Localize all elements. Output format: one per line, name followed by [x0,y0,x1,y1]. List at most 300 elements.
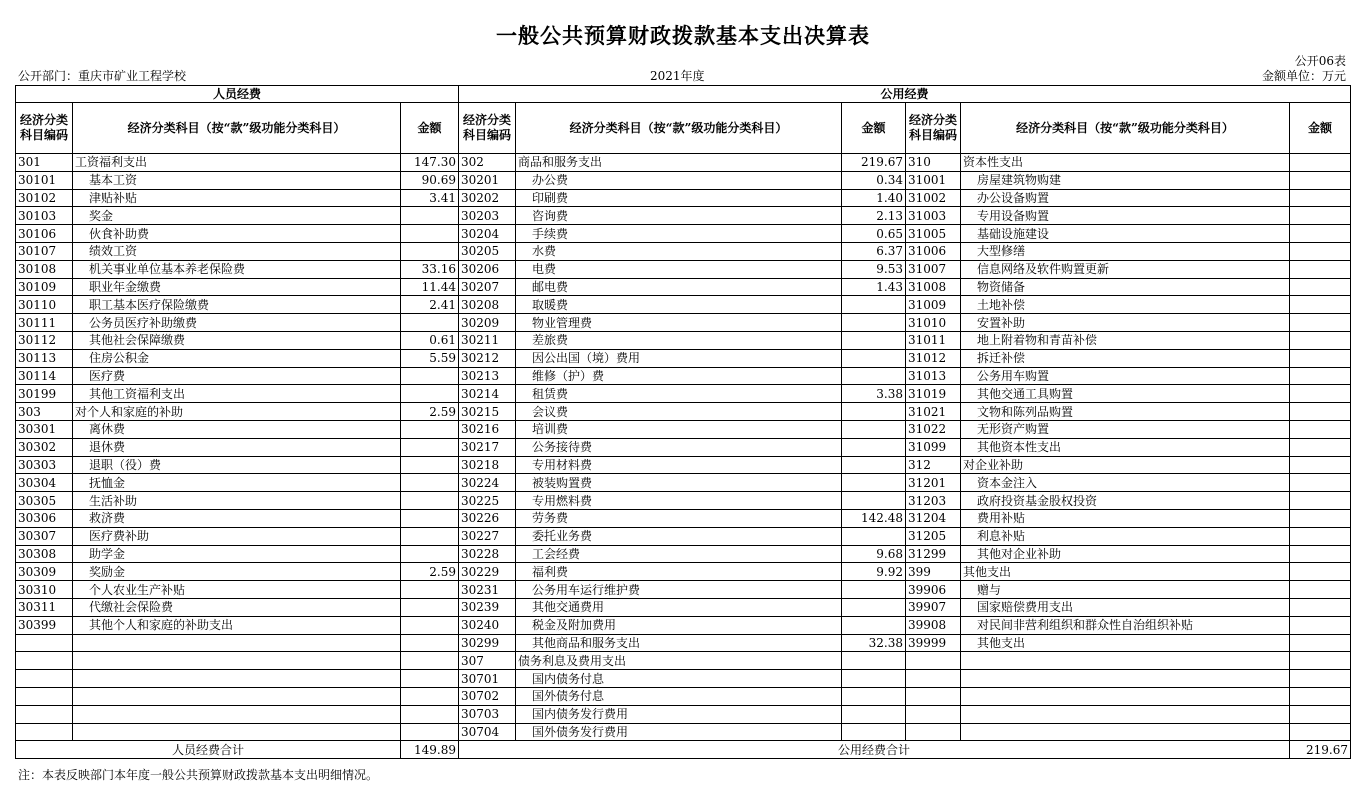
cell-code: 30304 [16,474,73,492]
cell-amount [401,438,459,456]
cell-name: 债务利息及费用支出 [516,652,842,670]
cell-name: 公务用车运行维护费 [516,581,842,599]
cell-name [73,670,401,688]
cell-code: 30209 [459,314,516,332]
cell-amount [842,598,906,616]
cell-code: 30310 [16,581,73,599]
cell-code: 30303 [16,456,73,474]
cell-name [73,634,401,652]
cell-amount [1290,581,1351,599]
cell-name: 专用设备购置 [961,207,1290,225]
cell-name [961,705,1290,723]
cell-name: 离休费 [73,420,401,438]
table-row [16,527,1351,545]
table-row [16,385,1351,403]
cell-amount [1290,652,1351,670]
col-header-amount: 金额 [1290,103,1351,154]
cell-name: 差旅费 [516,331,842,349]
cell-code [906,723,961,741]
cell-amount: 0.61 [401,331,459,349]
column-header-row [16,103,1351,154]
cell-code: 30211 [459,331,516,349]
cell-name: 伙食补助费 [73,225,401,243]
cell-amount: 2.41 [401,296,459,314]
cell-amount [842,652,906,670]
cell-code: 30106 [16,225,73,243]
cell-amount [401,492,459,510]
cell-name: 手续费 [516,225,842,243]
cell-name: 福利费 [516,563,842,581]
cell-code: 30203 [459,207,516,225]
cell-name: 国外债务付息 [516,687,842,705]
cell-name: 国外债务发行费用 [516,723,842,741]
cell-name: 代缴社会保险费 [73,598,401,616]
table-row [16,420,1351,438]
table-row [16,296,1351,314]
table-row [16,225,1351,243]
cell-amount [401,527,459,545]
cell-code: 30703 [459,705,516,723]
table-row [16,456,1351,474]
cell-name: 资本金注入 [961,474,1290,492]
cell-amount [842,670,906,688]
cell-name: 基本工资 [73,171,401,189]
col-header-code: 经济分类科目编码 [459,103,516,154]
cell-code: 31003 [906,207,961,225]
cell-name: 助学金 [73,545,401,563]
meta-row [18,67,1346,83]
table-row [16,278,1351,296]
cell-code: 30208 [459,296,516,314]
cell-code: 30240 [459,616,516,634]
cell-amount [401,581,459,599]
cell-code: 30239 [459,598,516,616]
cell-amount [401,420,459,438]
cell-amount [842,723,906,741]
cell-name: 医疗费 [73,367,401,385]
cell-code: 30199 [16,385,73,403]
cell-name: 土地补偿 [961,296,1290,314]
cell-amount [842,474,906,492]
cell-amount [1290,331,1351,349]
cell-amount [1290,598,1351,616]
public-group-header: 公用经费 [459,86,1351,103]
cell-amount [401,367,459,385]
cell-code: 30204 [459,225,516,243]
cell-code [906,652,961,670]
cell-amount [1290,509,1351,527]
cell-name: 物资储备 [961,278,1290,296]
cell-code: 30201 [459,171,516,189]
cell-amount [401,225,459,243]
cell-amount [1290,687,1351,705]
cell-amount [401,634,459,652]
cell-name: 工会经费 [516,545,842,563]
cell-code: 30218 [459,456,516,474]
cell-name: 其他对企业补助 [961,545,1290,563]
cell-code: 30702 [459,687,516,705]
cell-name: 商品和服务支出 [516,154,842,172]
cell-code [16,687,73,705]
cell-code: 39999 [906,634,961,652]
cell-name: 资本性支出 [961,154,1290,172]
cell-amount [401,385,459,403]
cell-amount: 33.16 [401,260,459,278]
cell-code: 31011 [906,331,961,349]
cell-code: 30216 [459,420,516,438]
cell-amount [1290,616,1351,634]
cell-code [16,723,73,741]
cell-code: 30704 [459,723,516,741]
cell-amount [842,492,906,510]
cell-name: 对个人和家庭的补助 [73,403,401,421]
cell-code: 30299 [459,634,516,652]
cell-name: 办公费 [516,171,842,189]
cell-amount [1290,492,1351,510]
form-number: 公开06表 [1294,54,1346,68]
cell-amount [1290,385,1351,403]
cell-amount [401,652,459,670]
cell-amount [842,420,906,438]
cell-amount [401,723,459,741]
cell-name: 个人农业生产补贴 [73,581,401,599]
cell-amount [1290,278,1351,296]
cell-code [16,634,73,652]
cell-name: 文物和陈列品购置 [961,403,1290,421]
cell-amount: 1.43 [842,278,906,296]
cell-name: 咨询费 [516,207,842,225]
cell-name: 国内债务发行费用 [516,705,842,723]
cell-code: 30226 [459,509,516,527]
cell-code: 30108 [16,260,73,278]
cell-amount: 147.30 [401,154,459,172]
table-row [16,705,1351,723]
cell-amount: 1.40 [842,189,906,207]
cell-amount: 0.65 [842,225,906,243]
cell-amount [842,687,906,705]
cell-code: 30103 [16,207,73,225]
cell-amount [1290,634,1351,652]
cell-amount [1290,474,1351,492]
col-header-amount: 金额 [401,103,459,154]
cell-name [961,670,1290,688]
cell-code: 30207 [459,278,516,296]
cell-amount [401,616,459,634]
cell-name: 被装购置费 [516,474,842,492]
cell-amount [401,545,459,563]
cell-code: 31010 [906,314,961,332]
cell-code: 30309 [16,563,73,581]
cell-code: 30229 [459,563,516,581]
table-row [16,349,1351,367]
cell-name: 其他交通费用 [516,598,842,616]
cell-name: 劳务费 [516,509,842,527]
cell-name: 租赁费 [516,385,842,403]
cell-code: 31006 [906,242,961,260]
cell-amount [1290,563,1351,581]
cell-name: 政府投资基金股权投资 [961,492,1290,510]
personnel-total-value: 149.89 [401,741,459,759]
table-row [16,474,1351,492]
cell-amount: 219.67 [842,154,906,172]
cell-amount [842,349,906,367]
group-header-row [16,86,1351,103]
cell-amount [1290,260,1351,278]
cell-code [16,652,73,670]
cell-amount [842,705,906,723]
footnote: 注：本表反映部门本年度一般公共预算财政拨款基本支出明细情况。 [18,768,379,782]
cell-code: 31019 [906,385,961,403]
cell-name: 其他支出 [961,634,1290,652]
cell-code: 30202 [459,189,516,207]
cell-amount [842,456,906,474]
cell-amount [401,207,459,225]
cell-amount [401,474,459,492]
cell-amount [1290,527,1351,545]
col-header-code: 经济分类科目编码 [16,103,73,154]
cell-code: 30701 [459,670,516,688]
cell-code: 31021 [906,403,961,421]
cell-amount [842,616,906,634]
table-row [16,652,1351,670]
cell-name: 无形资产购置 [961,420,1290,438]
table-row [16,492,1351,510]
cell-code: 30214 [459,385,516,403]
cell-amount [1290,225,1351,243]
cell-name: 专用燃料费 [516,492,842,510]
cell-name: 其他工资福利支出 [73,385,401,403]
cell-name: 印刷费 [516,189,842,207]
cell-amount: 9.53 [842,260,906,278]
cell-name: 奖金 [73,207,401,225]
cell-name: 税金及附加费用 [516,616,842,634]
cell-name: 电费 [516,260,842,278]
cell-name: 公务用车购置 [961,367,1290,385]
table-row [16,207,1351,225]
cell-code: 39908 [906,616,961,634]
cell-code: 30231 [459,581,516,599]
cell-code: 31022 [906,420,961,438]
cell-amount [1290,403,1351,421]
cell-amount: 11.44 [401,278,459,296]
cell-name: 奖励金 [73,563,401,581]
cell-name: 安置补助 [961,314,1290,332]
year-label: 2021年度 [650,69,705,83]
cell-code: 31203 [906,492,961,510]
cell-amount: 142.48 [842,509,906,527]
cell-name: 水费 [516,242,842,260]
cell-amount [1290,242,1351,260]
cell-name [961,723,1290,741]
cell-code: 31204 [906,509,961,527]
table-row [16,723,1351,741]
cell-amount [1290,705,1351,723]
cell-name: 职工基本医疗保险缴费 [73,296,401,314]
cell-code: 30301 [16,420,73,438]
cell-amount [401,314,459,332]
cell-code: 30224 [459,474,516,492]
cell-code: 30306 [16,509,73,527]
cell-amount [1290,154,1351,172]
table-row [16,687,1351,705]
cell-name: 其他资本性支出 [961,438,1290,456]
cell-code: 30107 [16,242,73,260]
table-row [16,260,1351,278]
cell-amount: 3.41 [401,189,459,207]
cell-amount [842,438,906,456]
cell-name [73,723,401,741]
cell-code: 30305 [16,492,73,510]
cell-amount: 3.38 [842,385,906,403]
cell-name: 费用补贴 [961,509,1290,527]
cell-name: 物业管理费 [516,314,842,332]
cell-name [73,705,401,723]
table-row [16,189,1351,207]
table-row [16,634,1351,652]
cell-amount [842,581,906,599]
cell-code: 30215 [459,403,516,421]
col-header-code: 经济分类科目编码 [906,103,961,154]
cell-code: 30206 [459,260,516,278]
personnel-total-label: 人员经费合计 [16,741,401,759]
cell-amount [1290,207,1351,225]
cell-amount: 2.13 [842,207,906,225]
public-total-value: 219.67 [1290,741,1351,759]
cell-code: 31002 [906,189,961,207]
cell-name: 其他个人和家庭的补助支出 [73,616,401,634]
cell-code: 31099 [906,438,961,456]
cell-amount [842,296,906,314]
cell-name: 其他交通工具购置 [961,385,1290,403]
cell-code [906,670,961,688]
cell-name: 津贴补贴 [73,189,401,207]
cell-name: 工资福利支出 [73,154,401,172]
cell-name: 机关事业单位基本养老保险费 [73,260,401,278]
cell-code: 30112 [16,331,73,349]
cell-amount [1290,367,1351,385]
cell-amount [401,456,459,474]
cell-name: 信息网络及软件购置更新 [961,260,1290,278]
cell-name: 退职（役）费 [73,456,401,474]
page-title: 一般公共预算财政拨款基本支出决算表 [496,23,870,48]
cell-code: 31013 [906,367,961,385]
table-row [16,563,1351,581]
cell-code: 30302 [16,438,73,456]
department-label: 公开部门：重庆市矿业工程学校 [18,69,187,83]
cell-name: 因公出国（境）费用 [516,349,842,367]
cell-amount [842,314,906,332]
cell-code: 30311 [16,598,73,616]
cell-amount [1290,171,1351,189]
cell-amount: 9.68 [842,545,906,563]
cell-name: 公务接待费 [516,438,842,456]
cell-code: 31001 [906,171,961,189]
cell-name [961,687,1290,705]
cell-amount [1290,296,1351,314]
cell-name [961,652,1290,670]
cell-name: 房屋建筑物购建 [961,171,1290,189]
cell-name: 其他社会保障缴费 [73,331,401,349]
cell-amount [1290,438,1351,456]
cell-code: 302 [459,154,516,172]
table-row [16,438,1351,456]
cell-code: 30227 [459,527,516,545]
cell-name: 委托业务费 [516,527,842,545]
cell-amount: 5.59 [401,349,459,367]
cell-amount [842,331,906,349]
cell-code: 31201 [906,474,961,492]
cell-code: 39907 [906,598,961,616]
cell-name: 对企业补助 [961,456,1290,474]
personnel-group-header: 人员经费 [16,86,459,103]
cell-code: 399 [906,563,961,581]
cell-name [73,687,401,705]
cell-amount [1290,314,1351,332]
cell-code: 31005 [906,225,961,243]
cell-code: 30225 [459,492,516,510]
cell-amount [1290,189,1351,207]
cell-code [906,687,961,705]
col-header-name: 经济分类科目（按“款”级功能分类科目） [961,103,1290,154]
cell-code: 31012 [906,349,961,367]
cell-name: 公务员医疗补助缴费 [73,314,401,332]
cell-code: 30308 [16,545,73,563]
table-row [16,598,1351,616]
cell-code: 30102 [16,189,73,207]
cell-amount: 90.69 [401,171,459,189]
totals-row [16,741,1351,759]
cell-code: 31009 [906,296,961,314]
cell-code: 30111 [16,314,73,332]
cell-code: 30307 [16,527,73,545]
cell-name: 其他支出 [961,563,1290,581]
cell-amount [1290,456,1351,474]
table-row [16,242,1351,260]
cell-amount: 6.37 [842,242,906,260]
table-row [16,154,1351,172]
cell-name [73,652,401,670]
cell-name: 退休费 [73,438,401,456]
cell-code: 30399 [16,616,73,634]
unit-label: 金额单位：万元 [1261,69,1346,83]
cell-name: 医疗费补助 [73,527,401,545]
col-header-name: 经济分类科目（按“款”级功能分类科目） [73,103,401,154]
cell-code: 30205 [459,242,516,260]
cell-amount [401,242,459,260]
cell-name: 维修（护）费 [516,367,842,385]
cell-name: 基础设施建设 [961,225,1290,243]
cell-amount [842,527,906,545]
table-row [16,171,1351,189]
table-row [16,509,1351,527]
table-row [16,331,1351,349]
cell-amount [401,598,459,616]
cell-name: 绩效工资 [73,242,401,260]
cell-code: 30110 [16,296,73,314]
cell-amount [1290,349,1351,367]
cell-amount [1290,670,1351,688]
cell-code: 310 [906,154,961,172]
cell-code: 30109 [16,278,73,296]
table-row [16,314,1351,332]
cell-code: 31205 [906,527,961,545]
table-row [16,581,1351,599]
expenditure-table [15,85,1351,759]
cell-code: 31008 [906,278,961,296]
cell-amount [401,670,459,688]
cell-code: 30113 [16,349,73,367]
cell-code: 30217 [459,438,516,456]
